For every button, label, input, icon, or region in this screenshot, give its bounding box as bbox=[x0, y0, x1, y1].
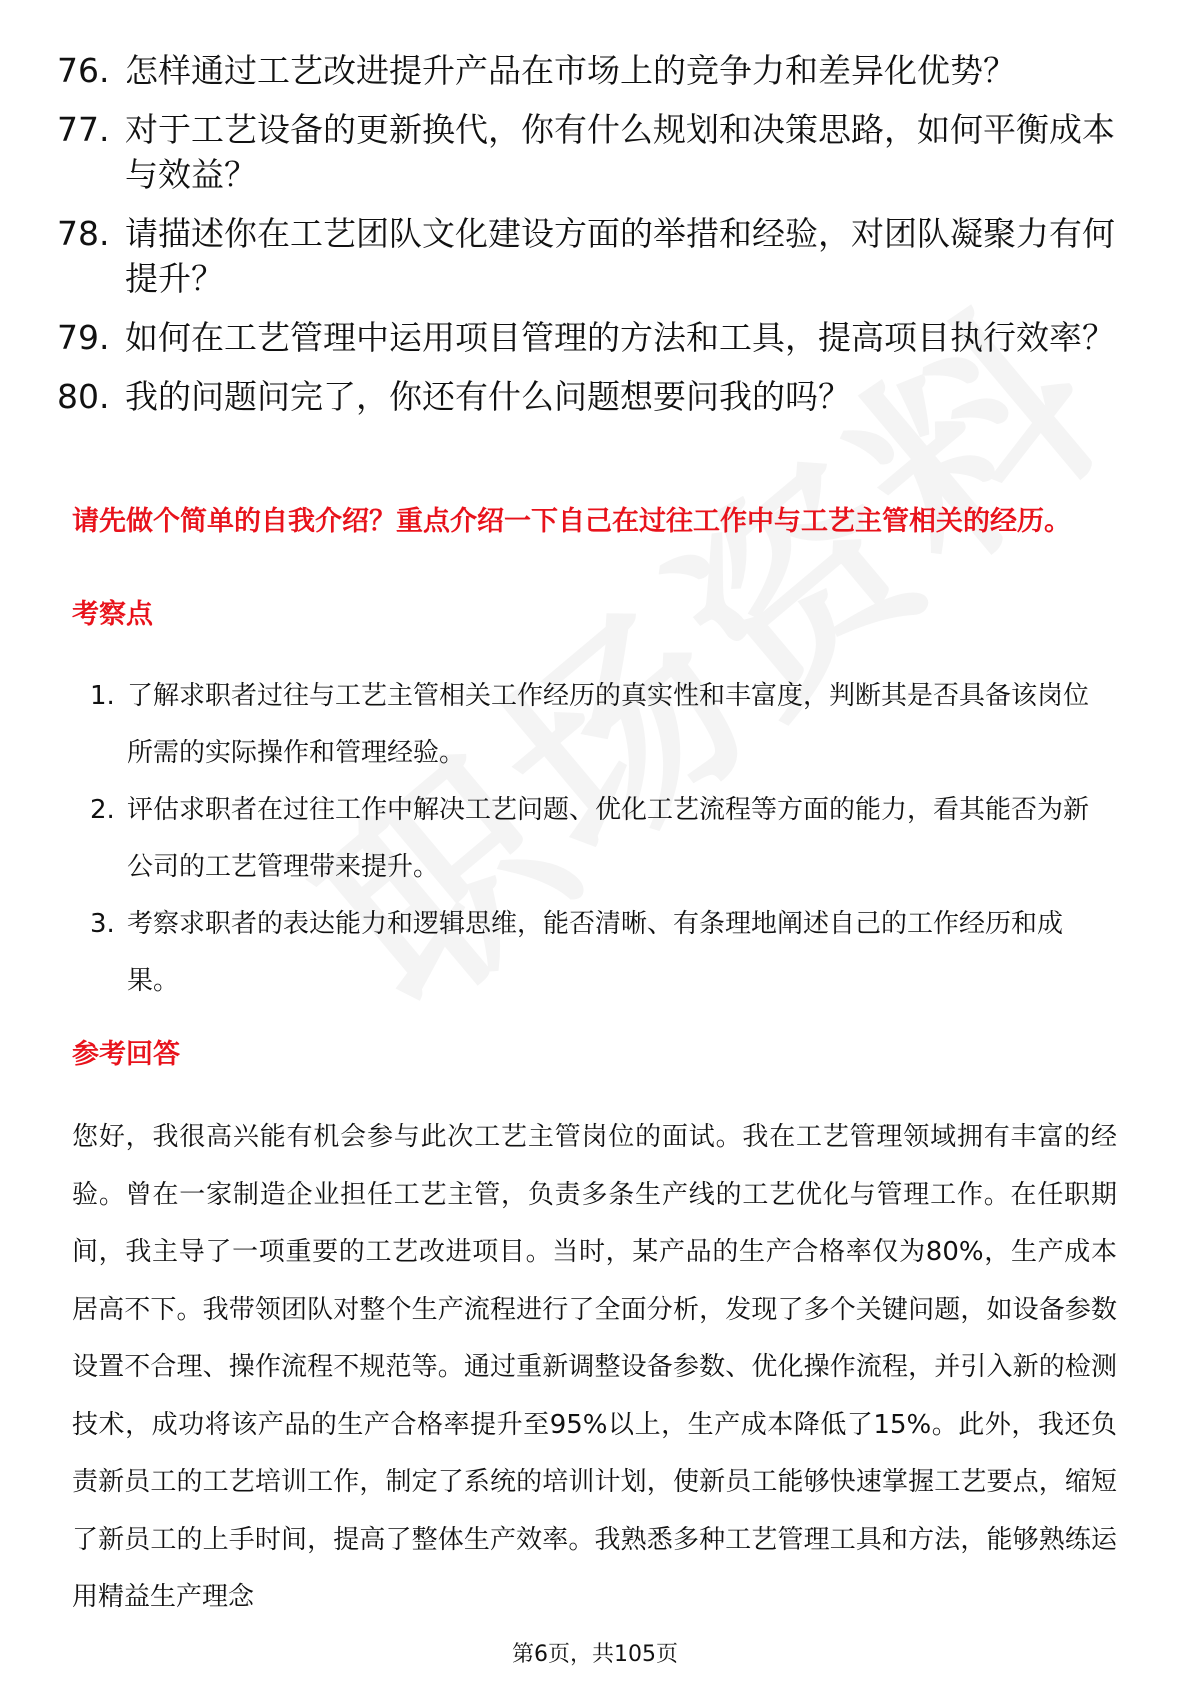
question-number: 80. bbox=[57, 377, 110, 416]
exam-points-title: 考察点 bbox=[72, 599, 153, 630]
list-item bbox=[72, 896, 1112, 1010]
list-item bbox=[57, 374, 1127, 419]
question-number: 79. bbox=[57, 318, 110, 357]
list-item bbox=[72, 782, 1112, 896]
point-text: 考察求职者的表达能力和逻辑思维，能否清晰、有条理地阐述自己的工作经历和成果。 bbox=[127, 909, 1064, 996]
question-list bbox=[57, 48, 1127, 433]
point-number: 2. bbox=[90, 795, 115, 825]
answer-paragraph: 您好，我很高兴能有机会参与此次工艺主管岗位的面试。我在工艺管理领域拥有丰富的经验。曾在一家制造企业担任工艺主管，负责多条生产线的工艺优化与管理工作。在任职期间，我主导了一项重要的工艺改进项目。当时，某产品的生产合格率仅为80%，生产成本居高不下。我带领团队对整个生产流程进行了全面分析，发现了多个关键问题，如设备参数设置不合理、操作流程不规范等。通过重新调整设备参数、优化操作流程，并引入新的检测技术，成功将该产品的生产合格率提升至95%以上，生产成本降低了15%。此外，我还负责新员工的工艺培训工作，制定了系统的培训计划，使新员工能够快速掌握工艺要点，缩短了新员工的上手时间，提高了整体生产效率。我熟悉多种工艺管理工具和方法，能够熟练运用精益生产理念 bbox=[72, 1122, 1117, 1612]
point-text: 了解求职者过往与工艺主管相关工作经历的真实性和丰富度，判断其是否具备该岗位所需的实际操作和管理经验。 bbox=[127, 681, 1090, 768]
list-item bbox=[57, 48, 1127, 93]
point-text: 评估求职者在过往工作中解决工艺问题、优化工艺流程等方面的能力，看其能否为新公司的工艺管理带来提升。 bbox=[127, 795, 1090, 882]
question-number: 78. bbox=[57, 214, 110, 253]
page-footer: 第6页，共105页 bbox=[512, 1642, 678, 1667]
answer-title: 参考回答 bbox=[72, 1039, 180, 1070]
question-text: 对于工艺设备的更新换代，你有什么规划和决策思路，如何平衡成本与效益？ bbox=[125, 110, 1115, 194]
list-item bbox=[57, 211, 1127, 301]
point-number: 3. bbox=[90, 909, 115, 939]
question-text: 我的问题问完了，你还有什么问题想要问我的吗？ bbox=[125, 377, 851, 416]
question-number: 77. bbox=[57, 110, 110, 149]
main-question-heading: 请先做个简单的自我介绍？重点介绍一下自己在过往工作中与工艺主管相关的经历。 bbox=[72, 506, 1071, 537]
question-text: 怎样通过工艺改进提升产品在市场上的竞争力和差异化优势？ bbox=[125, 51, 1016, 90]
question-text: 请描述你在工艺团队文化建设方面的举措和经验，对团队凝聚力有何提升？ bbox=[125, 214, 1115, 298]
list-item bbox=[57, 107, 1127, 197]
list-item bbox=[57, 315, 1127, 360]
exam-points-list bbox=[72, 668, 1112, 1010]
list-item bbox=[72, 668, 1112, 782]
question-text: 如何在工艺管理中运用项目管理的方法和工具，提高项目执行效率？ bbox=[125, 318, 1115, 357]
point-number: 1. bbox=[90, 681, 115, 711]
question-number: 76. bbox=[57, 51, 110, 90]
